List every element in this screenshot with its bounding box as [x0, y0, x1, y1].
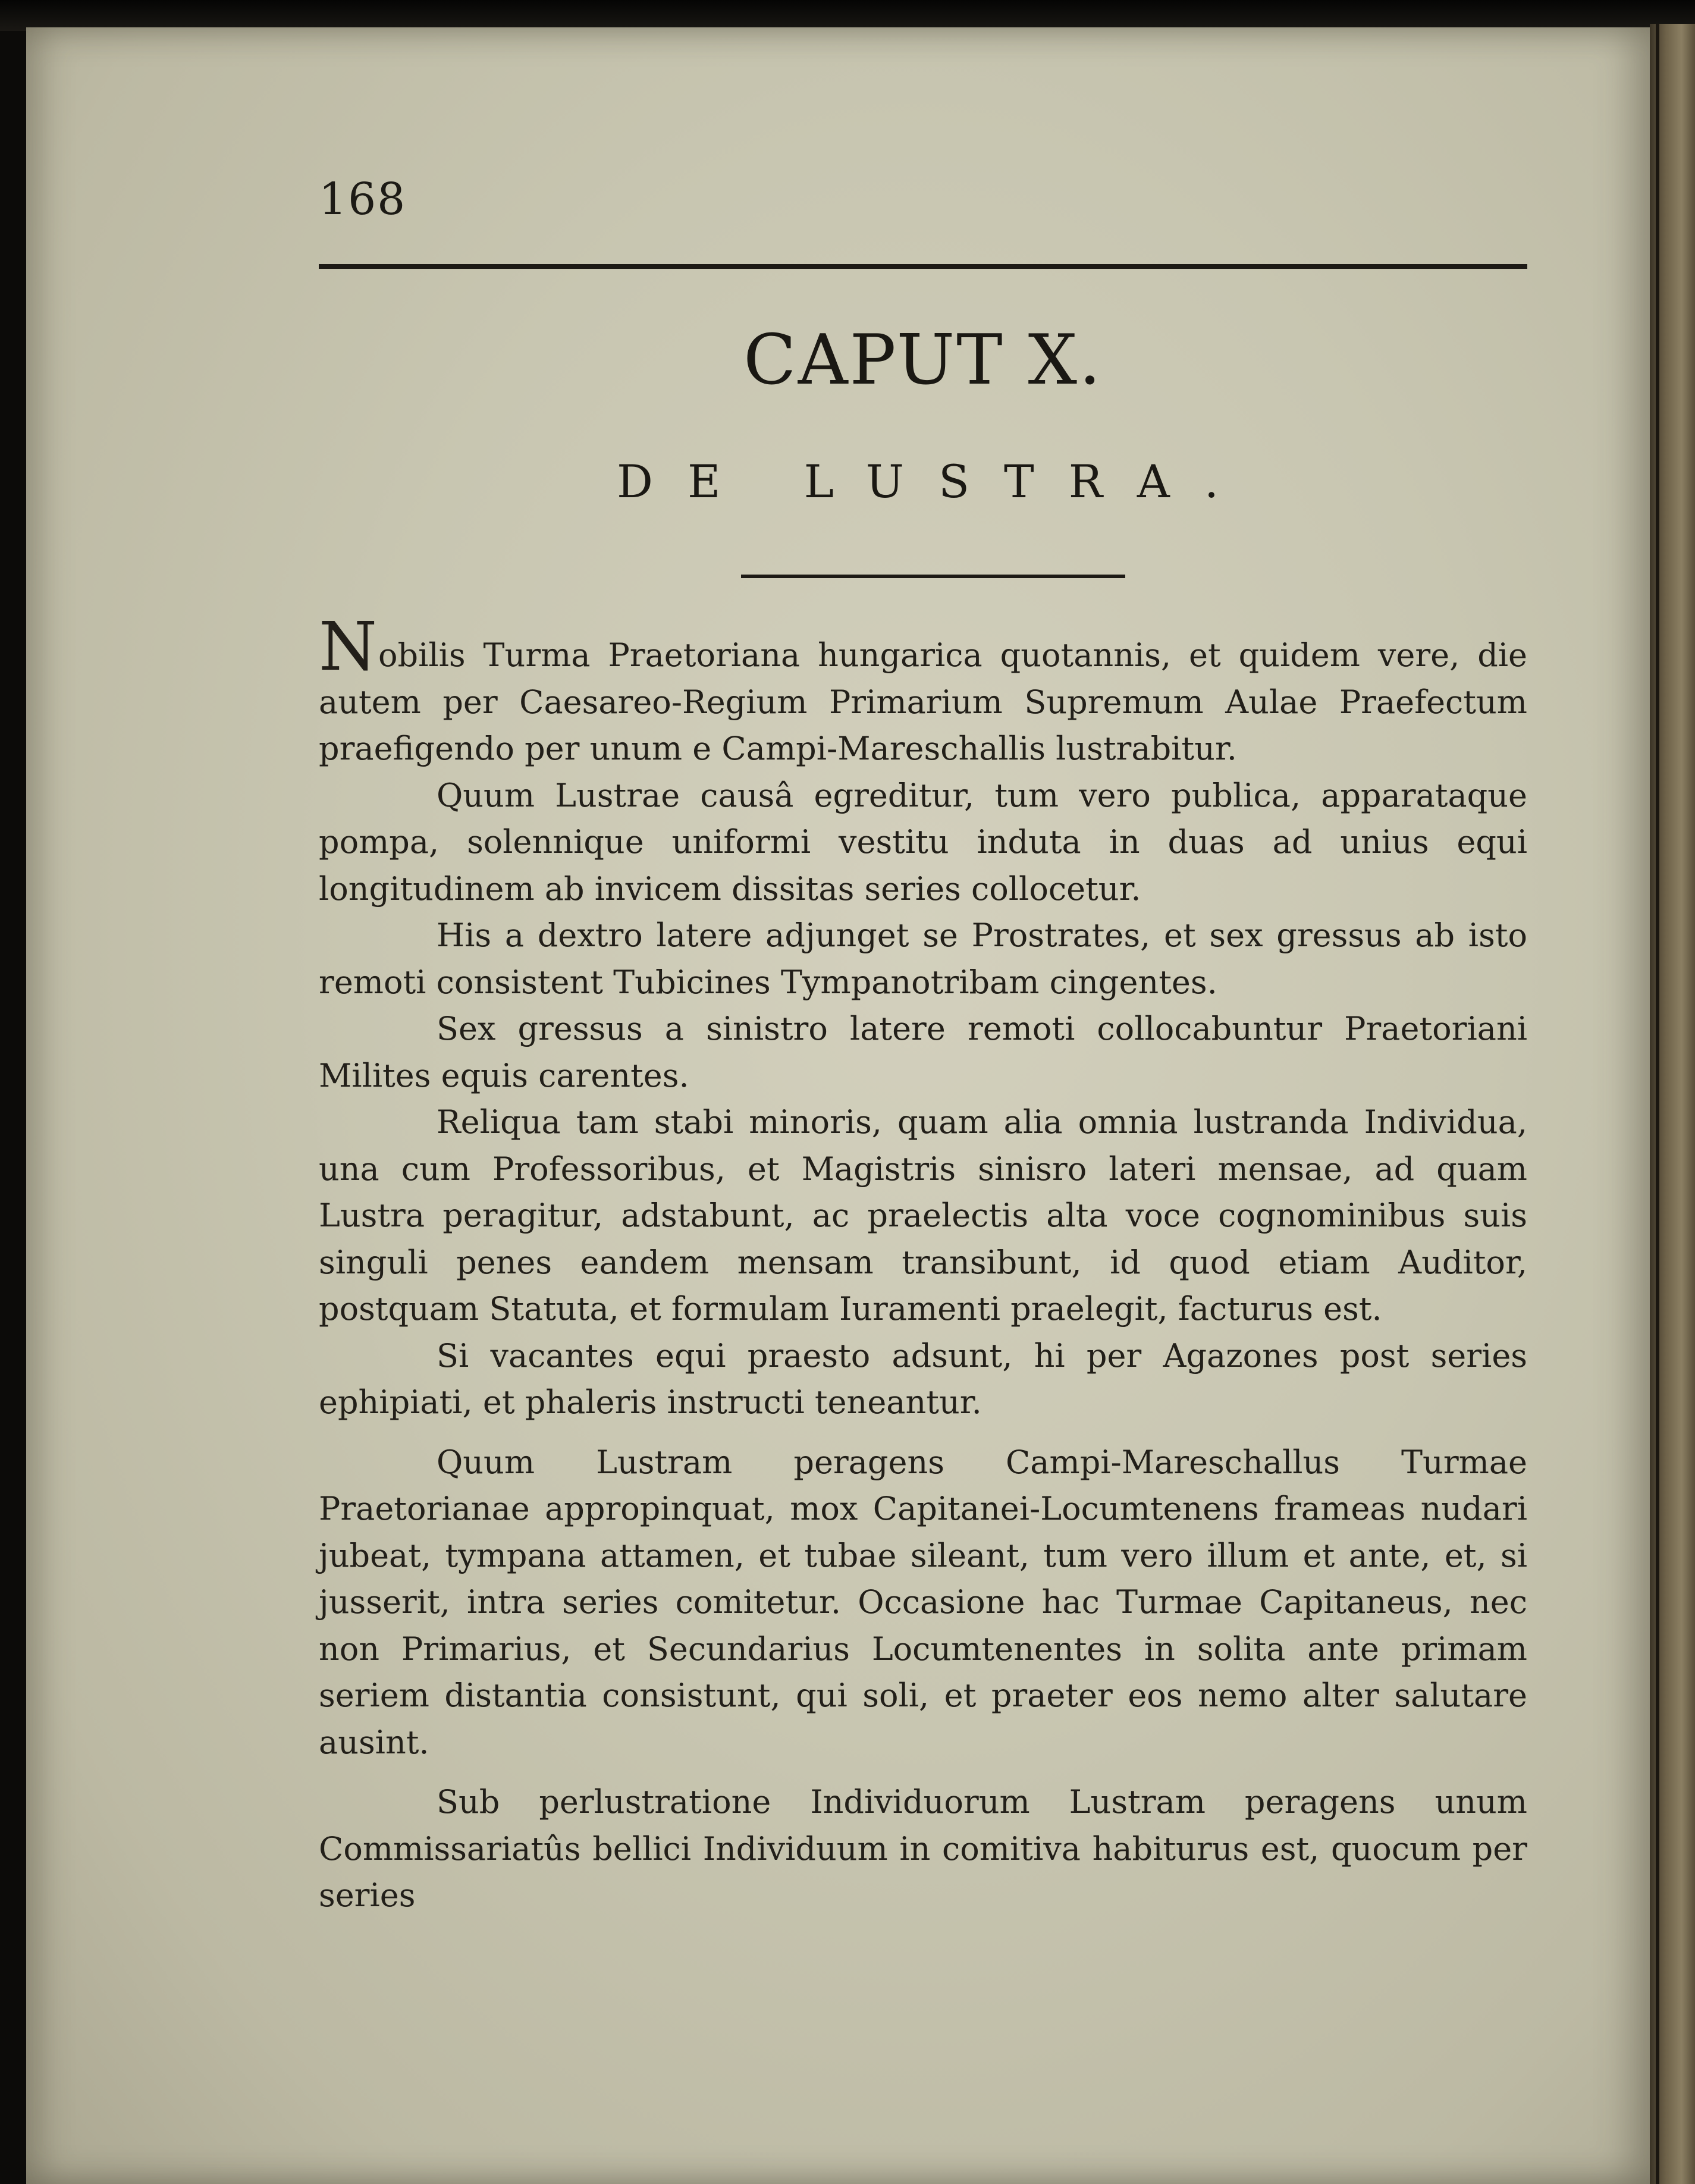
- paragraph: His a dextro latere adjunget se Prostrates, et sex gressus ab isto remoti consistent Tubicines Tympanotribam cingentes.: [319, 917, 1527, 1001]
- scan-top-border: [0, 0, 1695, 31]
- page-gutter-shadow: [1656, 24, 1659, 2184]
- paragraph: Sub perlustratione Individuorum Lustram peragens unum Commissariatûs bellici Individuum in comitiva habiturus est, quocum per series: [319, 1783, 1527, 1914]
- header-rule: [319, 264, 1527, 269]
- paragraph: Quum Lustram peragens Campi-Mareschallus Turmae Praetorianae appropinquat, mox Capitanei-Locumtenens frameas nudari jubeat, tympana attamen, et tubae sileant, tum vero illum et ante, et, si jusserit, intra series comitetur. Occasione hac Turmae Capitaneus, nec non Primarius, et Secundarius Locumtenentes in solita ante primam seriem distantia consistunt, qui soli, et praeter eos nemo alter salutare ausint.: [319, 1443, 1527, 1761]
- paragraph: Si vacantes equi praesto adsunt, hi per Agazones post series ephipiati, et phaleris instructi teneantur.: [319, 1336, 1527, 1421]
- title-divider-rule: [741, 575, 1125, 578]
- paragraph: Reliqua tam stabi minoris, quam alia omnia lustranda Individua, una cum Professoribus, et Magistris sinisro lateri mensae, ad quam Lustra peragitur, adstabunt, ac praelectis alta voce cognominibus suis singuli penes eandem mensam transibunt, id quod etiam Auditor, postquam Statuta, et formulam Iuramenti praelegit, facturus est.: [319, 1103, 1527, 1328]
- chapter-subtitle: DE LUSTRA.: [617, 455, 1253, 508]
- paragraph: Sex gressus a sinistro latere remoti collocabuntur Praetoriani Milites equis carentes.: [319, 1010, 1527, 1094]
- page-number: 168: [319, 174, 407, 225]
- chapter-title: CAPUT X.: [743, 320, 1103, 400]
- drop-cap: N: [319, 608, 377, 686]
- chapter-body: [319, 608, 1527, 1919]
- paragraph: [319, 608, 1527, 773]
- paragraph-text: obilis Turma Praetoriana hungarica quotannis, et quidem vere, die autem per Caesareo-Regium Primarium Supremum Aulae Praefectum praefigendo per unum e Campi-Mareschallis lustrabitur.: [319, 636, 1527, 767]
- paragraph: Quum Lustrae causâ egreditur, tum vero publica, apparataque pompa, solennique uniformi vestitu induta in duas ad unius equi longitudinem ab invicem dissitas series collocetur.: [319, 776, 1527, 908]
